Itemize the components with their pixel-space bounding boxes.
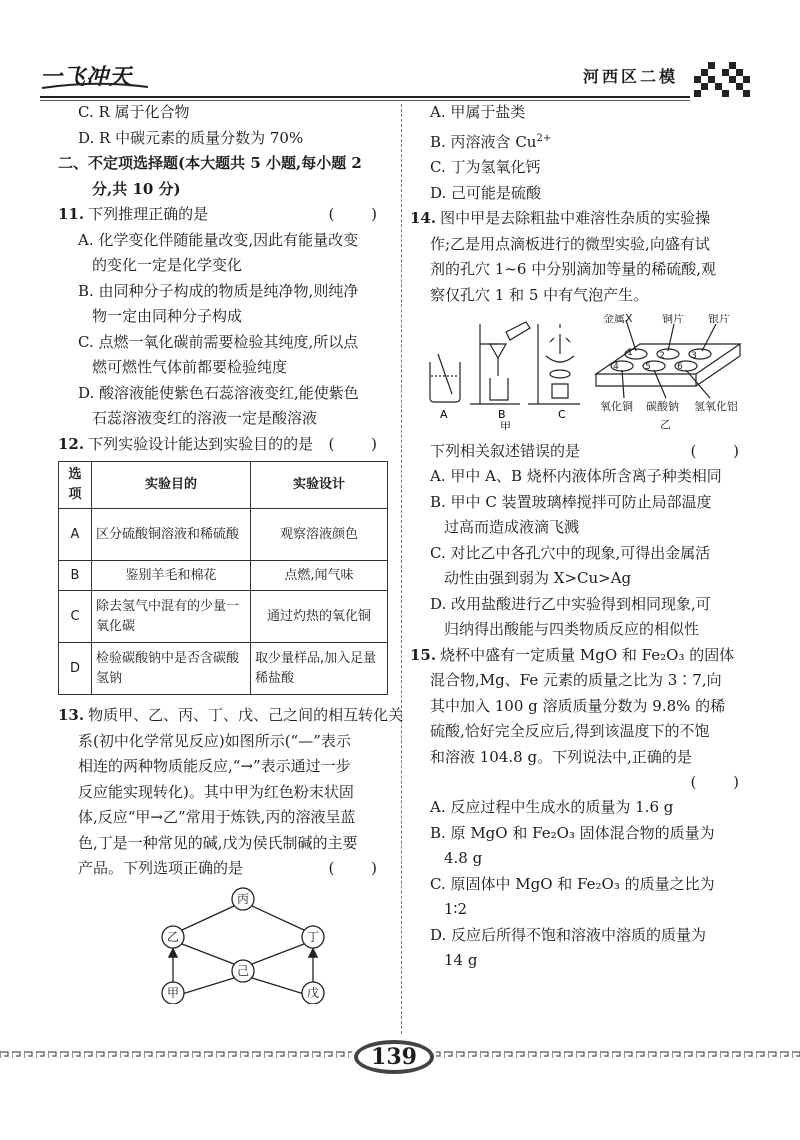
q15-option-b: B. 原 MgO 和 Fe₂O₃ 固体混合物的质量为 — [430, 823, 715, 842]
table-cell: 除去氢气中混有的少量一氧化碳 — [92, 591, 251, 643]
q13-text: 反应能实现转化)。其中甲为红色粉末状固 — [78, 782, 354, 801]
table-cell: 观察溶液颜色 — [251, 509, 388, 561]
q11-option-b: B. 由同种分子构成的物质是纯净物,则纯净 — [78, 281, 359, 300]
q15-text: 和溶液 104.8 g。下列说法中,正确的是 — [430, 747, 692, 766]
hole-number: 4 — [613, 362, 619, 372]
table-cell: 取少量样品,加入足量稀盐酸 — [251, 643, 388, 695]
page-header — [0, 0, 800, 100]
q14-option-b-cont: 过高而造成液滴飞溅 — [444, 518, 580, 536]
q13-text: 体,反应“甲→乙”常用于炼铁,丙的溶液呈蓝 — [78, 808, 356, 826]
table-cell: 区分硫酸铜溶液和稀硫酸 — [92, 509, 251, 561]
q15-paren-line — [410, 770, 755, 795]
q15-text: 烧杯中盛有一定质量 MgO 和 Fe₂O₃ 的固体 — [440, 645, 735, 664]
table-row — [59, 643, 388, 695]
table-cell: C — [59, 591, 92, 643]
fig-label-jia: 甲 — [500, 420, 511, 430]
table-header: 实验设计 — [251, 462, 388, 509]
evaporation-icon — [528, 324, 580, 404]
node-label: 戊 — [306, 985, 320, 1000]
q15-option-b-cont: 4.8 g — [444, 849, 483, 867]
label-na2co3: 碳酸钠 — [646, 400, 679, 413]
table-cell: 点燃,闻气味 — [251, 561, 388, 591]
q14-text: 察仅孔穴 1 和 5 中有气泡产生。 — [430, 285, 649, 304]
table-cell: 通过灼热的氧化铜 — [251, 591, 388, 643]
q13-option-c: C. 丁为氢氧化钙 — [430, 158, 541, 176]
q15-stem — [410, 643, 755, 669]
q13-number: 13. — [58, 706, 85, 724]
q14-number: 14. — [410, 209, 437, 227]
table-row — [59, 561, 388, 591]
fig-label-a: A — [440, 408, 448, 421]
table-cell: A — [59, 509, 92, 561]
hole-number: 1 — [627, 348, 633, 358]
relation-diagram — [158, 886, 328, 1004]
q13-text: 物质甲、乙、丙、丁、戊、己之间的相互转化关 — [88, 706, 404, 724]
node-label: 丁 — [306, 929, 320, 944]
label-aloh: 氢氧化铝 — [694, 400, 738, 413]
experiment-figure — [410, 314, 755, 430]
q11-option-d: D. 酸溶液能使紫色石蕊溶液变红,能使紫色 — [78, 383, 359, 402]
table-row — [59, 509, 388, 561]
node-label: 己 — [236, 963, 250, 978]
q14-text: 剂的孔穴 1~6 中分别滴加等量的稀硫酸,观 — [430, 260, 716, 278]
q13-option-b-text: B. 丙溶液含 Cu — [430, 132, 537, 151]
beaker-a-icon — [430, 354, 460, 402]
q11-text: 下列推理正确的是 — [88, 205, 209, 223]
q14-option-c: C. 对比乙中各孔穴中的现象,可得出金属活 — [430, 543, 711, 562]
table-cell: D — [59, 643, 92, 695]
table-header: 实验目的 — [92, 462, 251, 509]
q15-option-a: A. 反应过程中生成水的质量为 1.6 g — [430, 798, 674, 816]
brand-swoosh-icon — [40, 78, 150, 92]
q11-option-a-cont: 的变化一定是化学变化 — [92, 256, 243, 274]
spot-plate-icon — [596, 320, 740, 398]
q11-option-a: A. 化学变化伴随能量改变,因此有能量改变 — [78, 230, 359, 249]
hole-number: 2 — [659, 351, 665, 361]
q13-text: 产品。下列选项正确的是 — [78, 859, 244, 877]
label-metal-x: 金属X — [603, 314, 633, 325]
left-column — [58, 100, 404, 1012]
hole-number: 6 — [677, 362, 683, 372]
q11-option-b-cont: 物一定由同种分子构成 — [92, 307, 243, 325]
exam-name: 河西区二模 — [583, 67, 679, 86]
q14-option-b: B. 甲中 C 装置玻璃棒搅拌可防止局部温度 — [430, 492, 712, 511]
hole-number: 3 — [691, 351, 697, 361]
node-label: 丙 — [236, 891, 250, 906]
q14-option-d-cont: 归纳得出酸能与四类物质反应的相似性 — [444, 620, 700, 638]
q15-text: 其中加入 100 g 溶质质量分数为 9.8% 的稀 — [430, 696, 726, 715]
fig-label-b: B — [498, 408, 506, 421]
q15-option-d: D. 反应后所得不饱和溶液中溶质的质量为 — [430, 925, 707, 944]
q14-option-a: A. 甲中 A、B 烧杯内液体所含离子种类相同 — [430, 467, 722, 485]
node-label: 甲 — [166, 985, 180, 1000]
q14-question — [410, 439, 755, 465]
answer-paren: ( ) — [328, 434, 393, 453]
cu-charge: 2+ — [536, 132, 552, 144]
q13-stem — [58, 703, 404, 729]
q14-option-c-cont: 动性由强到弱为 X>Cu>Ag — [444, 569, 632, 587]
q14-option-d: D. 改用盐酸进行乙中实验得到相同现象,可 — [430, 594, 711, 613]
filter-stand-icon — [470, 322, 530, 404]
link-line — [252, 944, 304, 964]
label-copper: 铜片 — [662, 314, 684, 325]
q15-option-d-cont: 14 g — [444, 951, 478, 969]
checker-pattern-icon — [694, 60, 750, 98]
table-header: 选项 — [59, 462, 92, 509]
node-label: 乙 — [166, 929, 180, 944]
q15-option-c-cont: 1∶2 — [444, 900, 467, 918]
page-number: 139 — [371, 1044, 417, 1070]
link-line — [182, 978, 234, 994]
q11-option-c-cont: 燃可燃性气体前都要检验纯度 — [92, 358, 288, 376]
table-row — [59, 591, 388, 643]
q13-text: 色,丁是一种常见的碱,戊为侯氏制碱的主要 — [78, 833, 358, 852]
q14-stem — [410, 206, 755, 232]
prev-option-c: C. R 属于化合物 — [78, 103, 190, 121]
column-divider — [401, 104, 402, 1034]
q11-option-d-cont: 石蕊溶液变红的溶液一定是酸溶液 — [92, 409, 318, 427]
q12-text: 下列实验设计能达到实验目的的是 — [88, 434, 314, 453]
table-cell: 检验碳酸钠中是否含碳酸氢钠 — [92, 643, 251, 695]
q11-option-c: C. 点燃一氧化碳前需要检验其纯度,所以点 — [78, 332, 359, 351]
q11-number: 11. — [58, 205, 85, 223]
q12-number: 12. — [58, 434, 85, 453]
header-rule — [40, 96, 690, 98]
hole-number: 5 — [645, 362, 651, 372]
q11-stem — [58, 202, 393, 228]
experiment-table — [58, 461, 388, 695]
table-header-row — [59, 462, 388, 509]
q13-text-last — [58, 856, 393, 882]
q15-number: 15. — [410, 645, 437, 664]
answer-paren: ( ) — [690, 773, 755, 791]
link-line — [252, 906, 304, 930]
q13-option-b — [410, 126, 755, 156]
q13-text: 相连的两种物质能反应,“→”表示通过一步 — [78, 757, 351, 775]
link-line — [182, 944, 234, 964]
q14-text: 作;乙是用点滴板进行的微型实验,向盛有试 — [430, 234, 710, 253]
fig-label-c: C — [558, 408, 566, 421]
q13-option-a: A. 甲属于盐类 — [430, 103, 526, 121]
section-heading: 二、不定项选择题(本大题共 5 小题,每小题 2 — [58, 154, 362, 172]
q13-option-d: D. 己可能是硫酸 — [430, 183, 542, 202]
q12-stem — [58, 432, 393, 458]
q14-question-text: 下列相关叙述错误的是 — [430, 441, 581, 460]
q13-text: 系(初中化学常见反应)如图所示(“—”表示 — [78, 731, 351, 750]
q15-text: 硫酸,恰好完全反应后,得到该温度下的不饱 — [430, 722, 710, 740]
link-line — [182, 906, 234, 930]
q15-text: 混合物,Mg、Fe 元素的质量之比为 3∶7,向 — [430, 671, 722, 689]
right-column — [410, 100, 755, 974]
answer-paren: ( ) — [328, 859, 393, 877]
answer-paren: ( ) — [690, 441, 755, 460]
q14-text: 图中甲是去除粗盐中难溶性杂质的实验操 — [440, 209, 711, 227]
page-footer — [0, 1030, 800, 1090]
brand-logo: 一飞冲天 — [40, 65, 133, 90]
answer-paren: ( ) — [328, 205, 393, 223]
link-line — [252, 978, 304, 994]
label-silver: 银片 — [708, 314, 730, 325]
prev-option-d: D. R 中碳元素的质量分数为 70% — [78, 128, 304, 147]
q15-option-c: C. 原固体中 MgO 和 Fe₂O₃ 的质量之比为 — [430, 874, 715, 893]
label-cuo: 氧化铜 — [600, 400, 633, 413]
table-cell: 鉴别羊毛和棉花 — [92, 561, 251, 591]
fig-label-yi: 乙 — [660, 418, 671, 430]
section-heading-cont: 分,共 10 分) — [92, 179, 181, 198]
table-cell: B — [59, 561, 92, 591]
